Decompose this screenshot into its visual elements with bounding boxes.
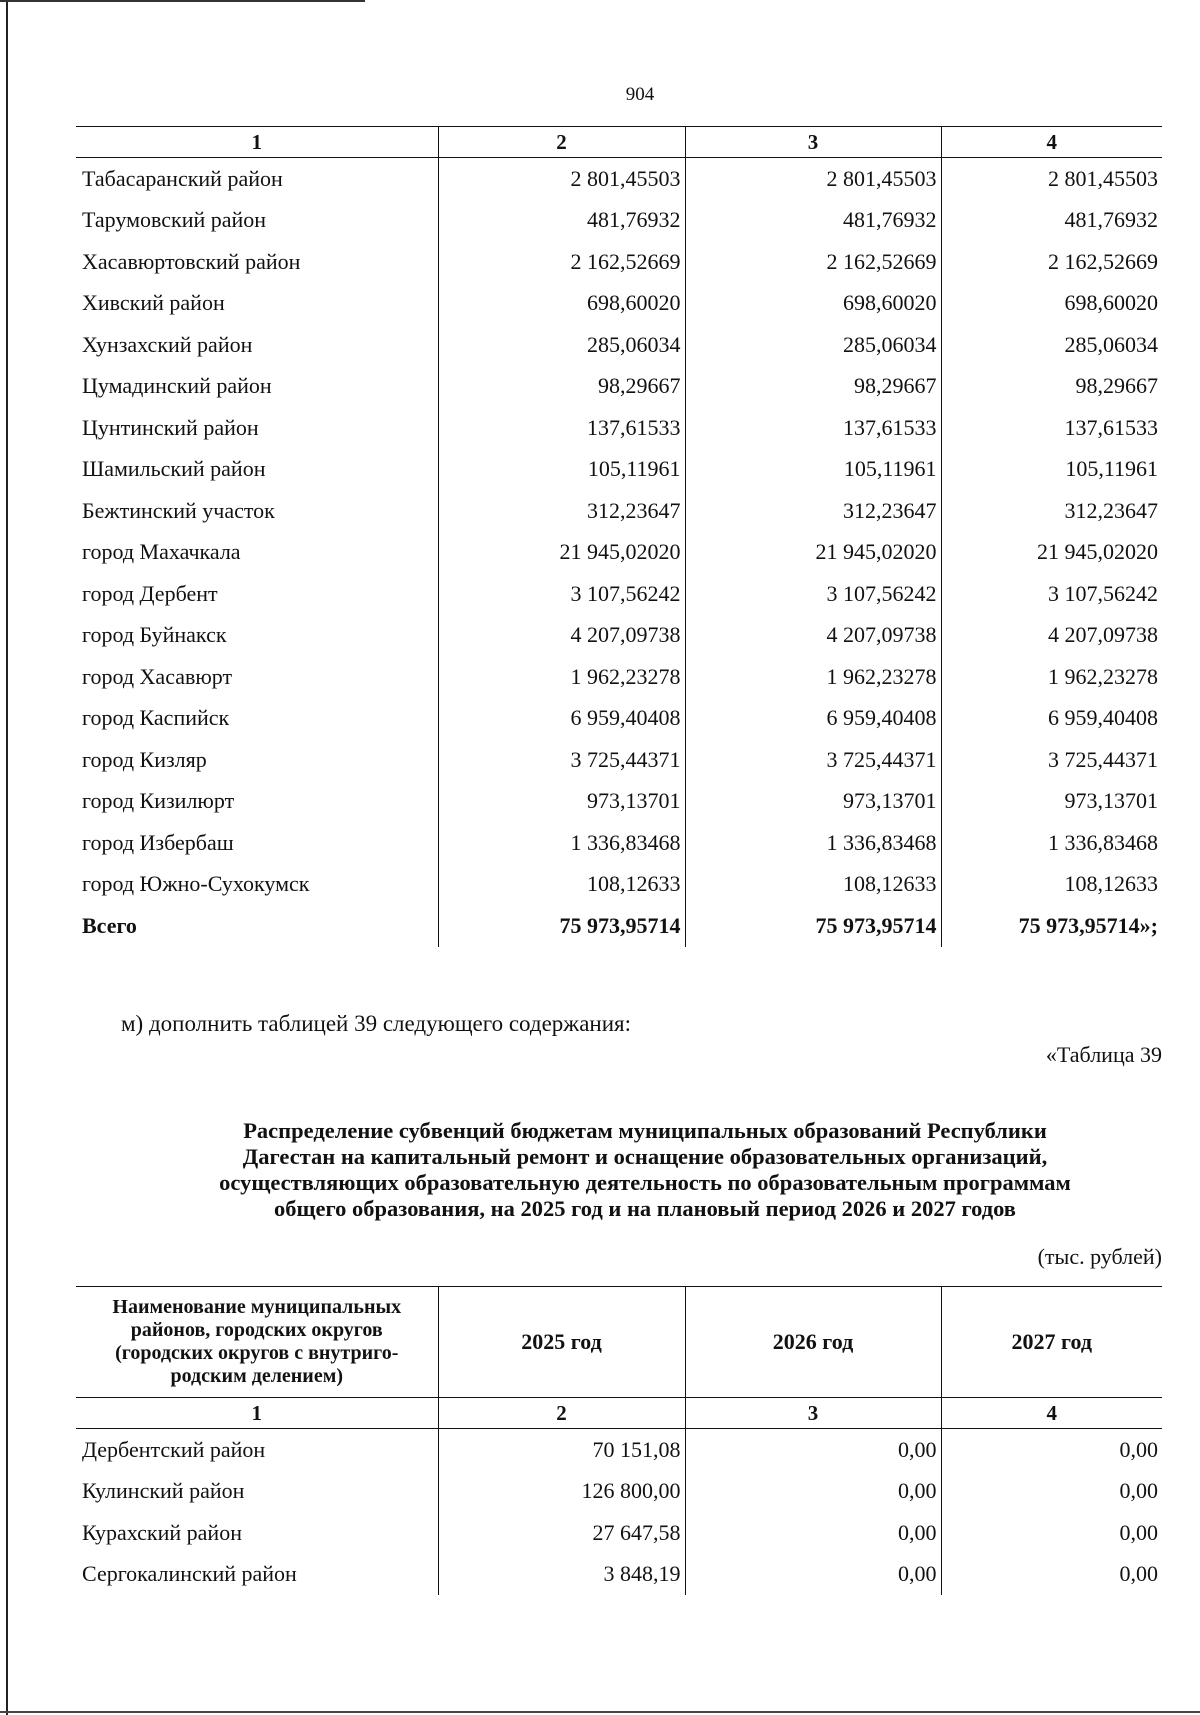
municipality-name: город Хасавюрт (82, 663, 233, 689)
table-row (76, 1471, 1162, 1513)
table-row (76, 324, 1162, 366)
value-2025: 27 647,58 (438, 1512, 685, 1554)
value-2025: 126 800,00 (438, 1471, 685, 1513)
total-row (76, 905, 1162, 947)
municipality-name: Сергокалинский район (82, 1561, 297, 1587)
municipality-name: Хунзахский район (82, 331, 253, 357)
value-2026: 98,29667 (685, 366, 941, 408)
value-2027: 21 945,02020 (941, 532, 1162, 574)
value-2026: 6 959,40408 (685, 698, 941, 740)
value-2027: 1 962,23278 (941, 656, 1162, 698)
value-2027: 6 959,40408 (941, 698, 1162, 740)
header-line: (городских округов с внутриго- (115, 1342, 399, 1364)
municipality-name: Дербентский район (82, 1436, 266, 1462)
table-row (76, 656, 1162, 698)
table-row (76, 532, 1162, 574)
value-2026: 137,61533 (685, 407, 941, 449)
value-2027: 285,06034 (941, 324, 1162, 366)
table-row (76, 1554, 1162, 1596)
page-number: 904 (625, 84, 655, 105)
value-2027: 0,00 (941, 1512, 1162, 1554)
table-row (76, 449, 1162, 491)
table-39 (76, 1286, 1162, 1595)
table-row (76, 1512, 1162, 1554)
municipality-name: город Каспийск (82, 705, 230, 731)
heading-line: осуществляющих образовательную деятельность по образовательным программам (219, 1170, 1071, 1195)
municipality-name: город Буйнакск (82, 622, 227, 648)
units-label: (тыс. рублей) (1037, 1244, 1162, 1269)
value-2026: 3 725,44371 (685, 739, 941, 781)
value-2027: 2 162,52669 (941, 241, 1162, 283)
value-2026: 0,00 (685, 1554, 941, 1596)
heading-line: Дагестан на капитальный ремонт и оснащение образовательных организаций, (242, 1144, 1048, 1169)
value-2027: 973,13701 (941, 781, 1162, 823)
value-2025: 6 959,40408 (438, 698, 685, 740)
value-2025: 1 962,23278 (438, 656, 685, 698)
value-2027: 3 725,44371 (941, 739, 1162, 781)
header-line: Наименование муниципальных (112, 1296, 402, 1318)
table-row (76, 1429, 1162, 1471)
value-2025: 2 801,45503 (438, 158, 685, 200)
value-2026: 285,06034 (685, 324, 941, 366)
table-row (76, 366, 1162, 408)
year-header-2025: 2025 год (438, 1287, 685, 1398)
value-2025: 2 162,52669 (438, 241, 685, 283)
total-2025: 75 973,95714 (438, 905, 685, 947)
column-number: 4 (941, 1398, 1162, 1429)
value-2027: 1 336,83468 (941, 822, 1162, 864)
column-number: 1 (76, 127, 438, 158)
table-row (76, 283, 1162, 325)
municipality-name: город Дербент (82, 580, 218, 606)
year-header-2026: 2026 год (685, 1287, 941, 1398)
value-2026: 312,23647 (685, 490, 941, 532)
value-2026: 973,13701 (685, 781, 941, 823)
column-number-row (76, 1398, 1162, 1429)
municipality-name: Курахский район (82, 1519, 242, 1545)
total-label: Всего (82, 912, 137, 938)
table-row (76, 490, 1162, 532)
table-heading (110, 1118, 1180, 1222)
header-line: родским делением) (170, 1365, 343, 1387)
municipality-name: Цумадинский район (82, 373, 272, 399)
value-2027: 105,11961 (941, 449, 1162, 491)
value-2025: 98,29667 (438, 366, 685, 408)
column-number: 4 (941, 127, 1162, 158)
table-row (76, 822, 1162, 864)
value-2027: 481,76932 (941, 200, 1162, 242)
municipality-name: Цунтинский район (82, 414, 259, 440)
value-2026: 0,00 (685, 1512, 941, 1554)
name-column-header (76, 1287, 438, 1398)
value-2025: 698,60020 (438, 283, 685, 325)
value-2027: 0,00 (941, 1554, 1162, 1596)
table-row (76, 698, 1162, 740)
value-2026: 108,12633 (685, 864, 941, 906)
column-number: 3 (685, 1398, 941, 1429)
table-row (76, 739, 1162, 781)
value-2027: 3 107,56242 (941, 573, 1162, 615)
value-2027: 2 801,45503 (941, 158, 1162, 200)
year-header-2027: 2027 год (941, 1287, 1162, 1398)
header-row (76, 1287, 1162, 1398)
continued-table (76, 126, 1162, 947)
total-2027: 75 973,95714»; (941, 905, 1162, 947)
municipality-name: город Махачкала (82, 539, 241, 565)
municipality-name: город Южно-Сухокумск (82, 871, 310, 897)
municipality-name: Табасаранский район (82, 165, 283, 191)
value-2026: 2 801,45503 (685, 158, 941, 200)
value-2027: 98,29667 (941, 366, 1162, 408)
value-2026: 3 107,56242 (685, 573, 941, 615)
scan-edge-bottom (0, 1711, 1200, 1713)
value-2027: 0,00 (941, 1471, 1162, 1513)
municipality-name: Хивский район (82, 290, 225, 316)
value-2025: 3 725,44371 (438, 739, 685, 781)
municipality-name: город Кизляр (82, 746, 207, 772)
value-2025: 70 151,08 (438, 1429, 685, 1471)
heading-line: общего образования, на 2025 год и на плановый период 2026 и 2027 годов (274, 1196, 1016, 1221)
table-row (76, 200, 1162, 242)
column-number-row (76, 127, 1162, 158)
column-number: 1 (76, 1398, 438, 1429)
table-row (76, 241, 1162, 283)
value-2025: 105,11961 (438, 449, 685, 491)
amendment-paragraph: м) дополнить таблицей 39 следующего содержания: (121, 1011, 631, 1036)
value-2027: 4 207,09738 (941, 615, 1162, 657)
value-2025: 3 107,56242 (438, 573, 685, 615)
value-2025: 4 207,09738 (438, 615, 685, 657)
value-2026: 698,60020 (685, 283, 941, 325)
value-2027: 108,12633 (941, 864, 1162, 906)
header-line: районов, городских округов (130, 1319, 383, 1341)
table-row (76, 864, 1162, 906)
municipality-name: Хасавюртовский район (82, 248, 301, 274)
scan-edge-left (6, 0, 8, 1715)
value-2026: 105,11961 (685, 449, 941, 491)
value-2027: 312,23647 (941, 490, 1162, 532)
column-number: 3 (685, 127, 941, 158)
heading-line: Распределение субвенций бюджетам муниципальных образований Республики (243, 1118, 1047, 1143)
table-row (76, 407, 1162, 449)
value-2026: 21 945,02020 (685, 532, 941, 574)
value-2026: 0,00 (685, 1471, 941, 1513)
value-2025: 481,76932 (438, 200, 685, 242)
value-2025: 973,13701 (438, 781, 685, 823)
value-2027: 0,00 (941, 1429, 1162, 1471)
value-2026: 1 336,83468 (685, 822, 941, 864)
value-2026: 4 207,09738 (685, 615, 941, 657)
column-number: 2 (438, 127, 685, 158)
table-row (76, 573, 1162, 615)
value-2025: 285,06034 (438, 324, 685, 366)
municipality-name: город Кизилюрт (82, 788, 235, 814)
value-2025: 1 336,83468 (438, 822, 685, 864)
table-label: «Таблица 39 (1045, 1042, 1162, 1067)
value-2027: 137,61533 (941, 407, 1162, 449)
municipality-name: Бежтинский участок (82, 497, 275, 523)
municipality-name: Тарумовский район (82, 207, 267, 233)
value-2026: 1 962,23278 (685, 656, 941, 698)
total-2026: 75 973,95714 (685, 905, 941, 947)
municipality-name: Кулинский район (82, 1478, 245, 1504)
municipality-name: город Избербаш (82, 829, 234, 855)
table-row (76, 158, 1162, 200)
table-row (76, 615, 1162, 657)
value-2027: 698,60020 (941, 283, 1162, 325)
value-2025: 108,12633 (438, 864, 685, 906)
table-row (76, 781, 1162, 823)
scan-edge-top (0, 0, 365, 2)
value-2026: 2 162,52669 (685, 241, 941, 283)
value-2025: 137,61533 (438, 407, 685, 449)
value-2025: 21 945,02020 (438, 532, 685, 574)
municipality-name: Шамильский район (82, 456, 266, 482)
value-2026: 0,00 (685, 1429, 941, 1471)
value-2025: 312,23647 (438, 490, 685, 532)
column-number: 2 (438, 1398, 685, 1429)
value-2026: 481,76932 (685, 200, 941, 242)
value-2025: 3 848,19 (438, 1554, 685, 1596)
